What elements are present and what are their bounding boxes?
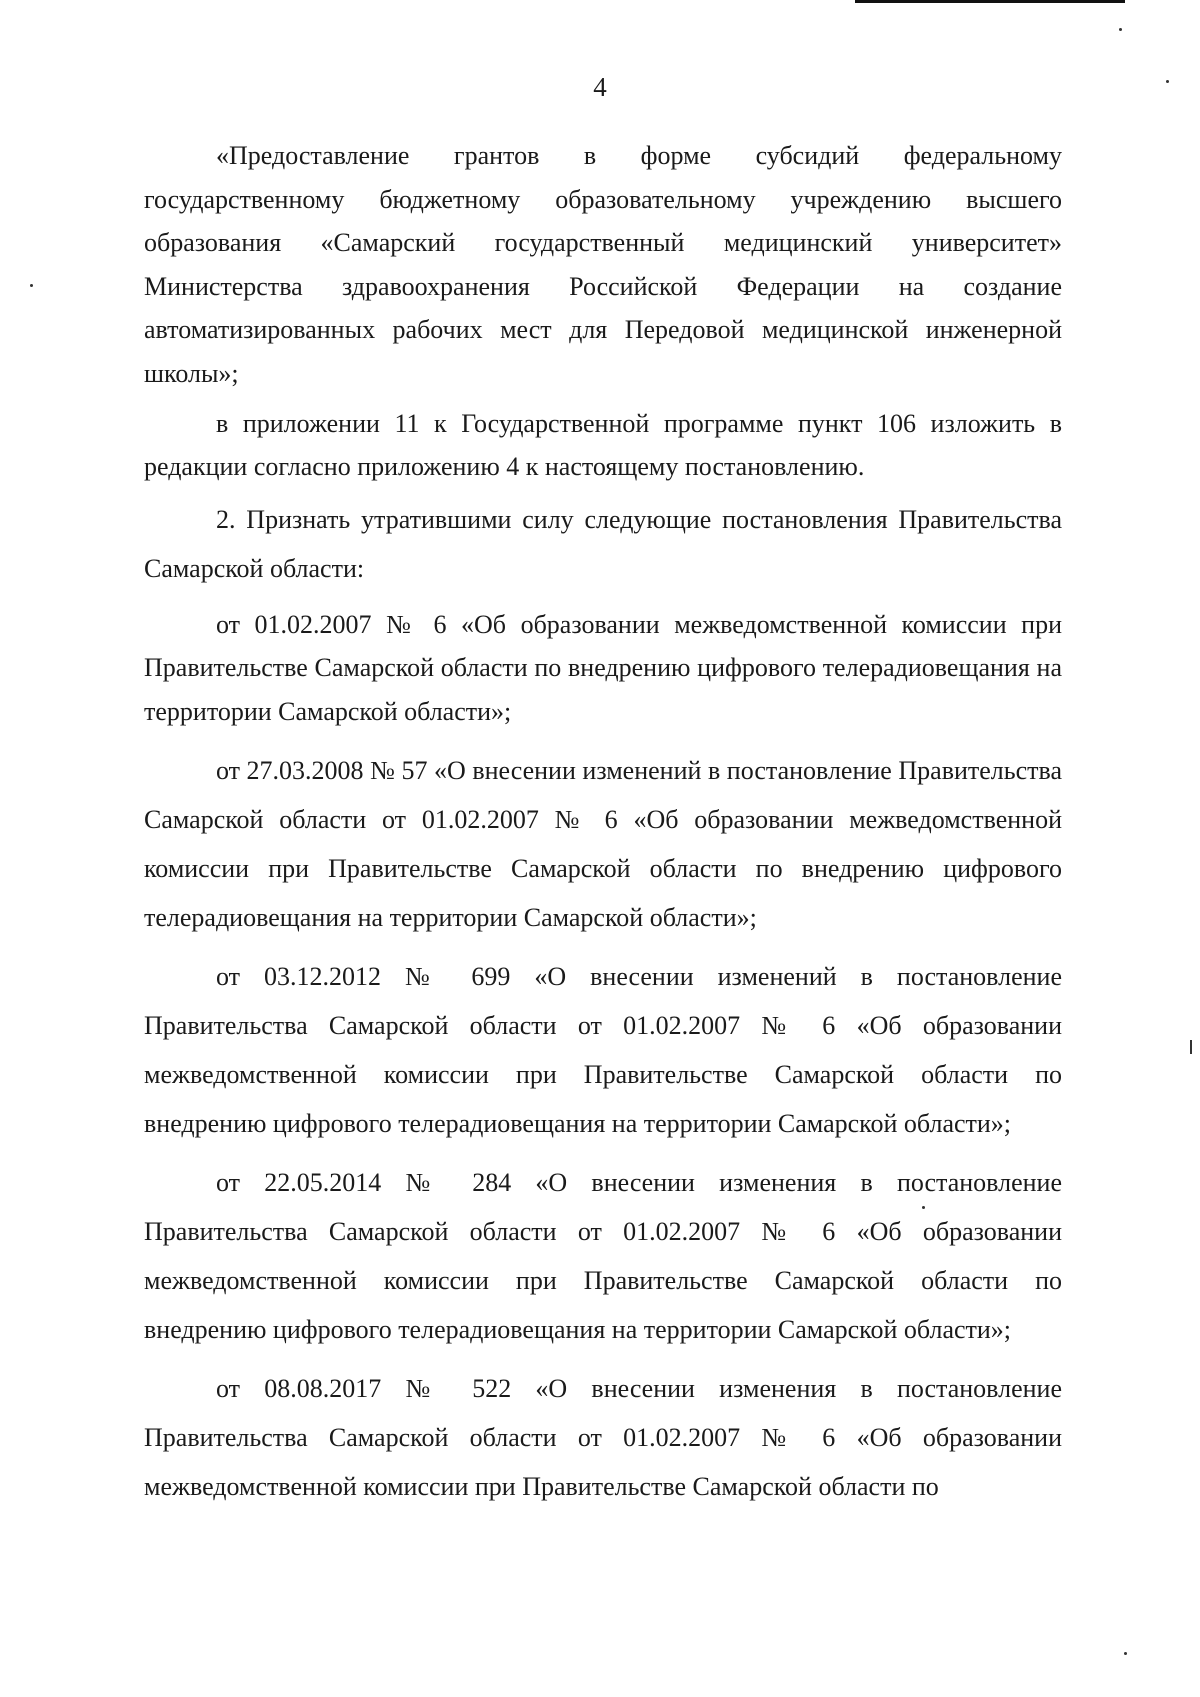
paragraph-resolution-2007: от 01.02.2007 № 6 «Об образовании межведомственной комиссии при Правительстве Самарской области по внедрению цифрового телерадиовещания на территории Самарской области»; [144,609,1062,726]
page-number: 4 [593,72,607,102]
scan-speck [1124,1652,1127,1655]
scan-speck [1190,1040,1192,1054]
paragraph-resolution-2014: от 22.05.2014 № 284 «О внесении изменения в постановление Правительства Самарской области от 01.02.2007 № 6 «Об образовании межведомственной комиссии при Правительстве Самарской области по внедрению цифрового телерадиовещания на территории Самарской области»; [144,1167,1062,1344]
paragraph-resolution-2017: от 08.08.2017 № 522 «О внесении изменения в постановление Правительства Самарской области от 01.02.2007 № 6 «Об образовании межведомственной комиссии при Правительстве Самарской области по [144,1373,1062,1501]
top-border-line [855,0,1125,3]
paragraph-resolution-2012: от 03.12.2012 № 699 «О внесении изменений в постановление Правительства Самарской области от 01.02.2007 № 6 «Об образовании межведомственной комиссии при Правительстве Самарской области по внедрению цифрового телерадиовещания на территории Самарской области»; [144,961,1062,1138]
paragraph-resolution-2008: от 27.03.2008 № 57 «О внесении изменений в постановление Правительства Самарской области от 01.02.2007 № 6 «Об образовании межведомственной комиссии при Правительстве Самарской области по внедрению цифрового телерадиовещания на территории Самарской области»; [144,755,1062,932]
document-body [144,134,1062,1511]
paragraph-grant-title: «Предоставление грантов в форме субсидий федеральному государственному бюджетному образовательному учреждению высшего образования «Самарский государственный медицинский университет» Министерства здравоохранения Российской Федерации на создание автоматизированных рабочих мест для Передовой медицинской инженерной школы»; [144,141,1062,388]
scan-speck [30,284,33,287]
scan-speck [1119,28,1122,31]
paragraph-repeal-intro: 2. Признать утратившими силу следующие постановления Правительства Самарской области: [144,504,1062,583]
paragraph-appendix-11: в приложении 11 к Государственной программе пункт 106 изложить в редакции согласно приложению 4 к настоящему постановлению. [144,408,1062,482]
